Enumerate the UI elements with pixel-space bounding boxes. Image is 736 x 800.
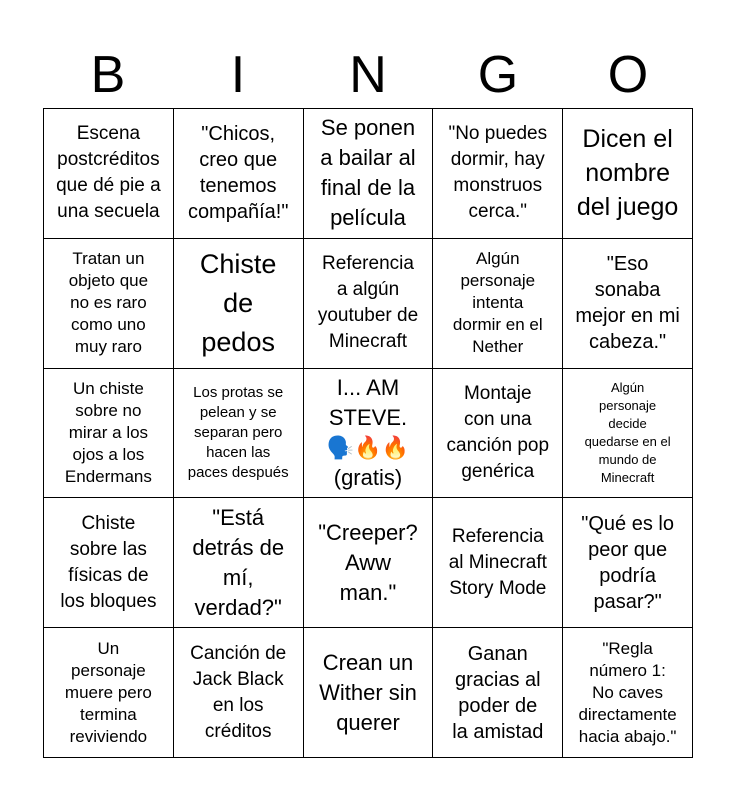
bingo-cell[interactable] [563, 369, 693, 499]
bingo-cell[interactable] [304, 369, 434, 499]
bingo-grid [43, 108, 693, 758]
bingo-cell[interactable] [44, 628, 174, 758]
cell-text: Dicen el nombre del juego [576, 125, 679, 222]
cell-text: Tratan un objeto que no es raro como uno muy raro [68, 249, 149, 357]
cell-text: Chiste sobre las físicas de los bloques [60, 512, 157, 612]
bingo-cell[interactable] [563, 498, 693, 628]
bingo-cell[interactable] [304, 109, 434, 239]
bingo-cell[interactable] [304, 628, 434, 758]
bingo-cell[interactable] [433, 369, 563, 499]
cell-text: Se ponen a bailar al final de la película [320, 115, 416, 231]
bingo-cell[interactable] [304, 498, 434, 628]
cell-text: "Regla número 1: No caves directamente hacia abajo." [578, 638, 677, 746]
cell-text: Montaje con una canción pop genérica [446, 382, 550, 482]
header-letter-o: O [607, 46, 649, 104]
bingo-cell[interactable] [44, 109, 174, 239]
cell-text: Un personaje muere pero termina reviviendo [64, 638, 152, 746]
cell-text: "Chicos, creo que tenemos compañía!" [187, 123, 289, 224]
bingo-cell[interactable] [433, 628, 563, 758]
cell-text: Crean un Wither sin querer [319, 649, 417, 735]
bingo-cell[interactable] [44, 498, 174, 628]
bingo-cell[interactable] [174, 498, 304, 628]
cell-text: "Creeper? Aww man." [318, 519, 418, 605]
cell-text: Algún personaje decide quedarse en el mundo de Minecraft [584, 379, 671, 485]
bingo-cell[interactable] [44, 369, 174, 499]
header-letter-b: B [90, 46, 126, 104]
cell-text: Canción de Jack Black en los créditos [190, 642, 287, 742]
cell-text: "No puedes dormir, hay monstruos cerca." [448, 123, 548, 223]
bingo-cell[interactable] [563, 109, 693, 239]
cell-text: Algún personaje intenta dormir en el Nether [452, 249, 543, 357]
cell-text: "Qué es lo peor que podría pasar?" [581, 512, 674, 613]
cell-text: Los protas se pelean y se separan pero hacen las paces después [187, 383, 289, 481]
bingo-header [43, 42, 693, 108]
cell-text: "Está detrás de mí, verdad?" [192, 504, 285, 620]
bingo-cell[interactable] [563, 628, 693, 758]
bingo-cell[interactable] [433, 109, 563, 239]
bingo-cell[interactable] [174, 369, 304, 499]
header-letter-n: N [349, 46, 387, 104]
cell-text: Ganan gracias al poder de la amistad [452, 642, 544, 743]
bingo-cell[interactable] [44, 239, 174, 369]
bingo-cell[interactable] [304, 239, 434, 369]
cell-text: "Eso sonaba mejor en mi cabeza." [575, 253, 680, 354]
cell-text: Chiste de pedos [199, 248, 277, 357]
cell-text: Referencia a algún youtuber de Minecraft [317, 253, 419, 353]
cell-text: I... AM STEVE. 🗣️🔥🔥 (gratis) [326, 374, 410, 490]
bingo-cell[interactable] [433, 498, 563, 628]
bingo-cell[interactable] [174, 628, 304, 758]
bingo-cell[interactable] [174, 239, 304, 369]
cell-text: Referencia al Minecraft Story Mode [448, 525, 547, 599]
header-letter-g: G [477, 46, 519, 104]
bingo-cell[interactable] [174, 109, 304, 239]
bingo-cell[interactable] [433, 239, 563, 369]
bingo-cell[interactable] [563, 239, 693, 369]
cell-text: Escena postcréditos que dé pie a una secuela [56, 123, 161, 223]
cell-text: Un chiste sobre no mirar a los ojos a los Endermans [64, 378, 152, 486]
header-letter-i: I [230, 46, 246, 104]
